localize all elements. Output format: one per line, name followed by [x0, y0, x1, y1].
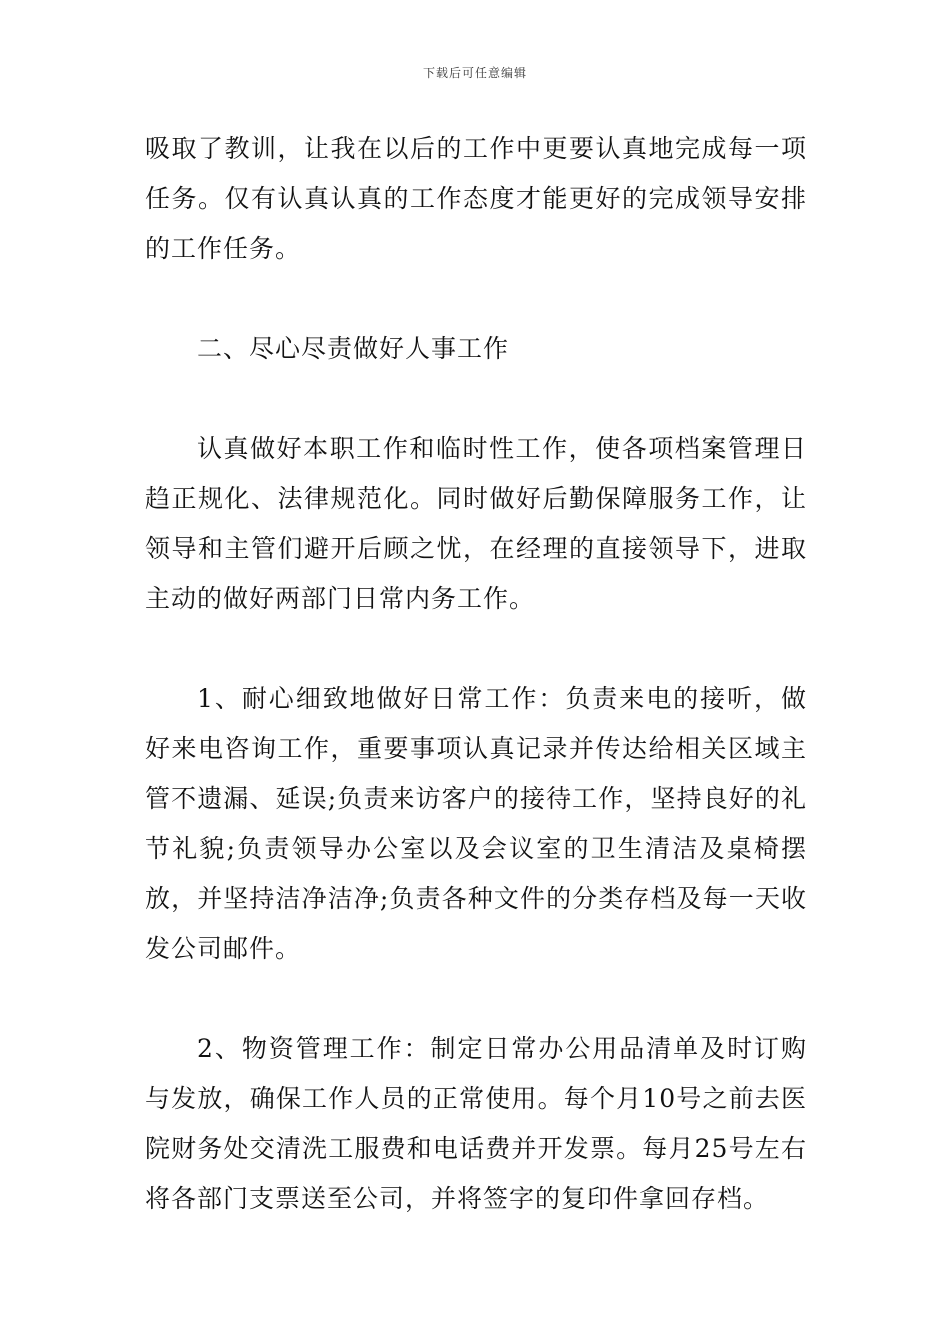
- paragraph-gap: [145, 624, 807, 674]
- document-body: [145, 124, 807, 1224]
- paragraph-daily-work: 1、耐心细致地做好日常工作：负责来电的接听，做好来电咨询工作，重要事项认真记录并传达给相关区域主管不遗漏、延误;负责来访客户的接待工作，坚持良好的礼节礼貌;负责领导办公室以及会议室的卫生清洁及桌椅摆放，并坚持洁净洁净;负责各种文件的分类存档及每一天收发公司邮件。: [145, 684, 807, 963]
- paragraph-gap: [145, 974, 807, 1024]
- header-note: 下载后可任意编辑: [422, 66, 527, 80]
- paragraph-gap: [145, 274, 807, 324]
- paragraph-continuation: 吸取了教训，让我在以后的工作中更要认真地完成每一项任务。仅有认真认真的工作态度才能更好的完成领导安排的工作任务。: [145, 134, 807, 263]
- section-heading: 二、尽心尽责做好人事工作: [197, 334, 510, 363]
- paragraph-material-management: 2、物资管理工作：制定日常办公用品清单及时订购与发放，确保工作人员的正常使用。每个月10号之前去医院财务处交清洗工服费和电话费并开发票。每月25号左右将各部门支票送至公司，并将签字的复印件拿回存档。: [145, 1034, 807, 1213]
- paragraph-hr-work: 认真做好本职工作和临时性工作，使各项档案管理日趋正规化、法律规范化。同时做好后勤保障服务工作，让领导和主管们避开后顾之忧，在经理的直接领导下，进取主动的做好两部门日常内务工作。: [145, 434, 807, 613]
- paragraph-gap: [145, 374, 807, 424]
